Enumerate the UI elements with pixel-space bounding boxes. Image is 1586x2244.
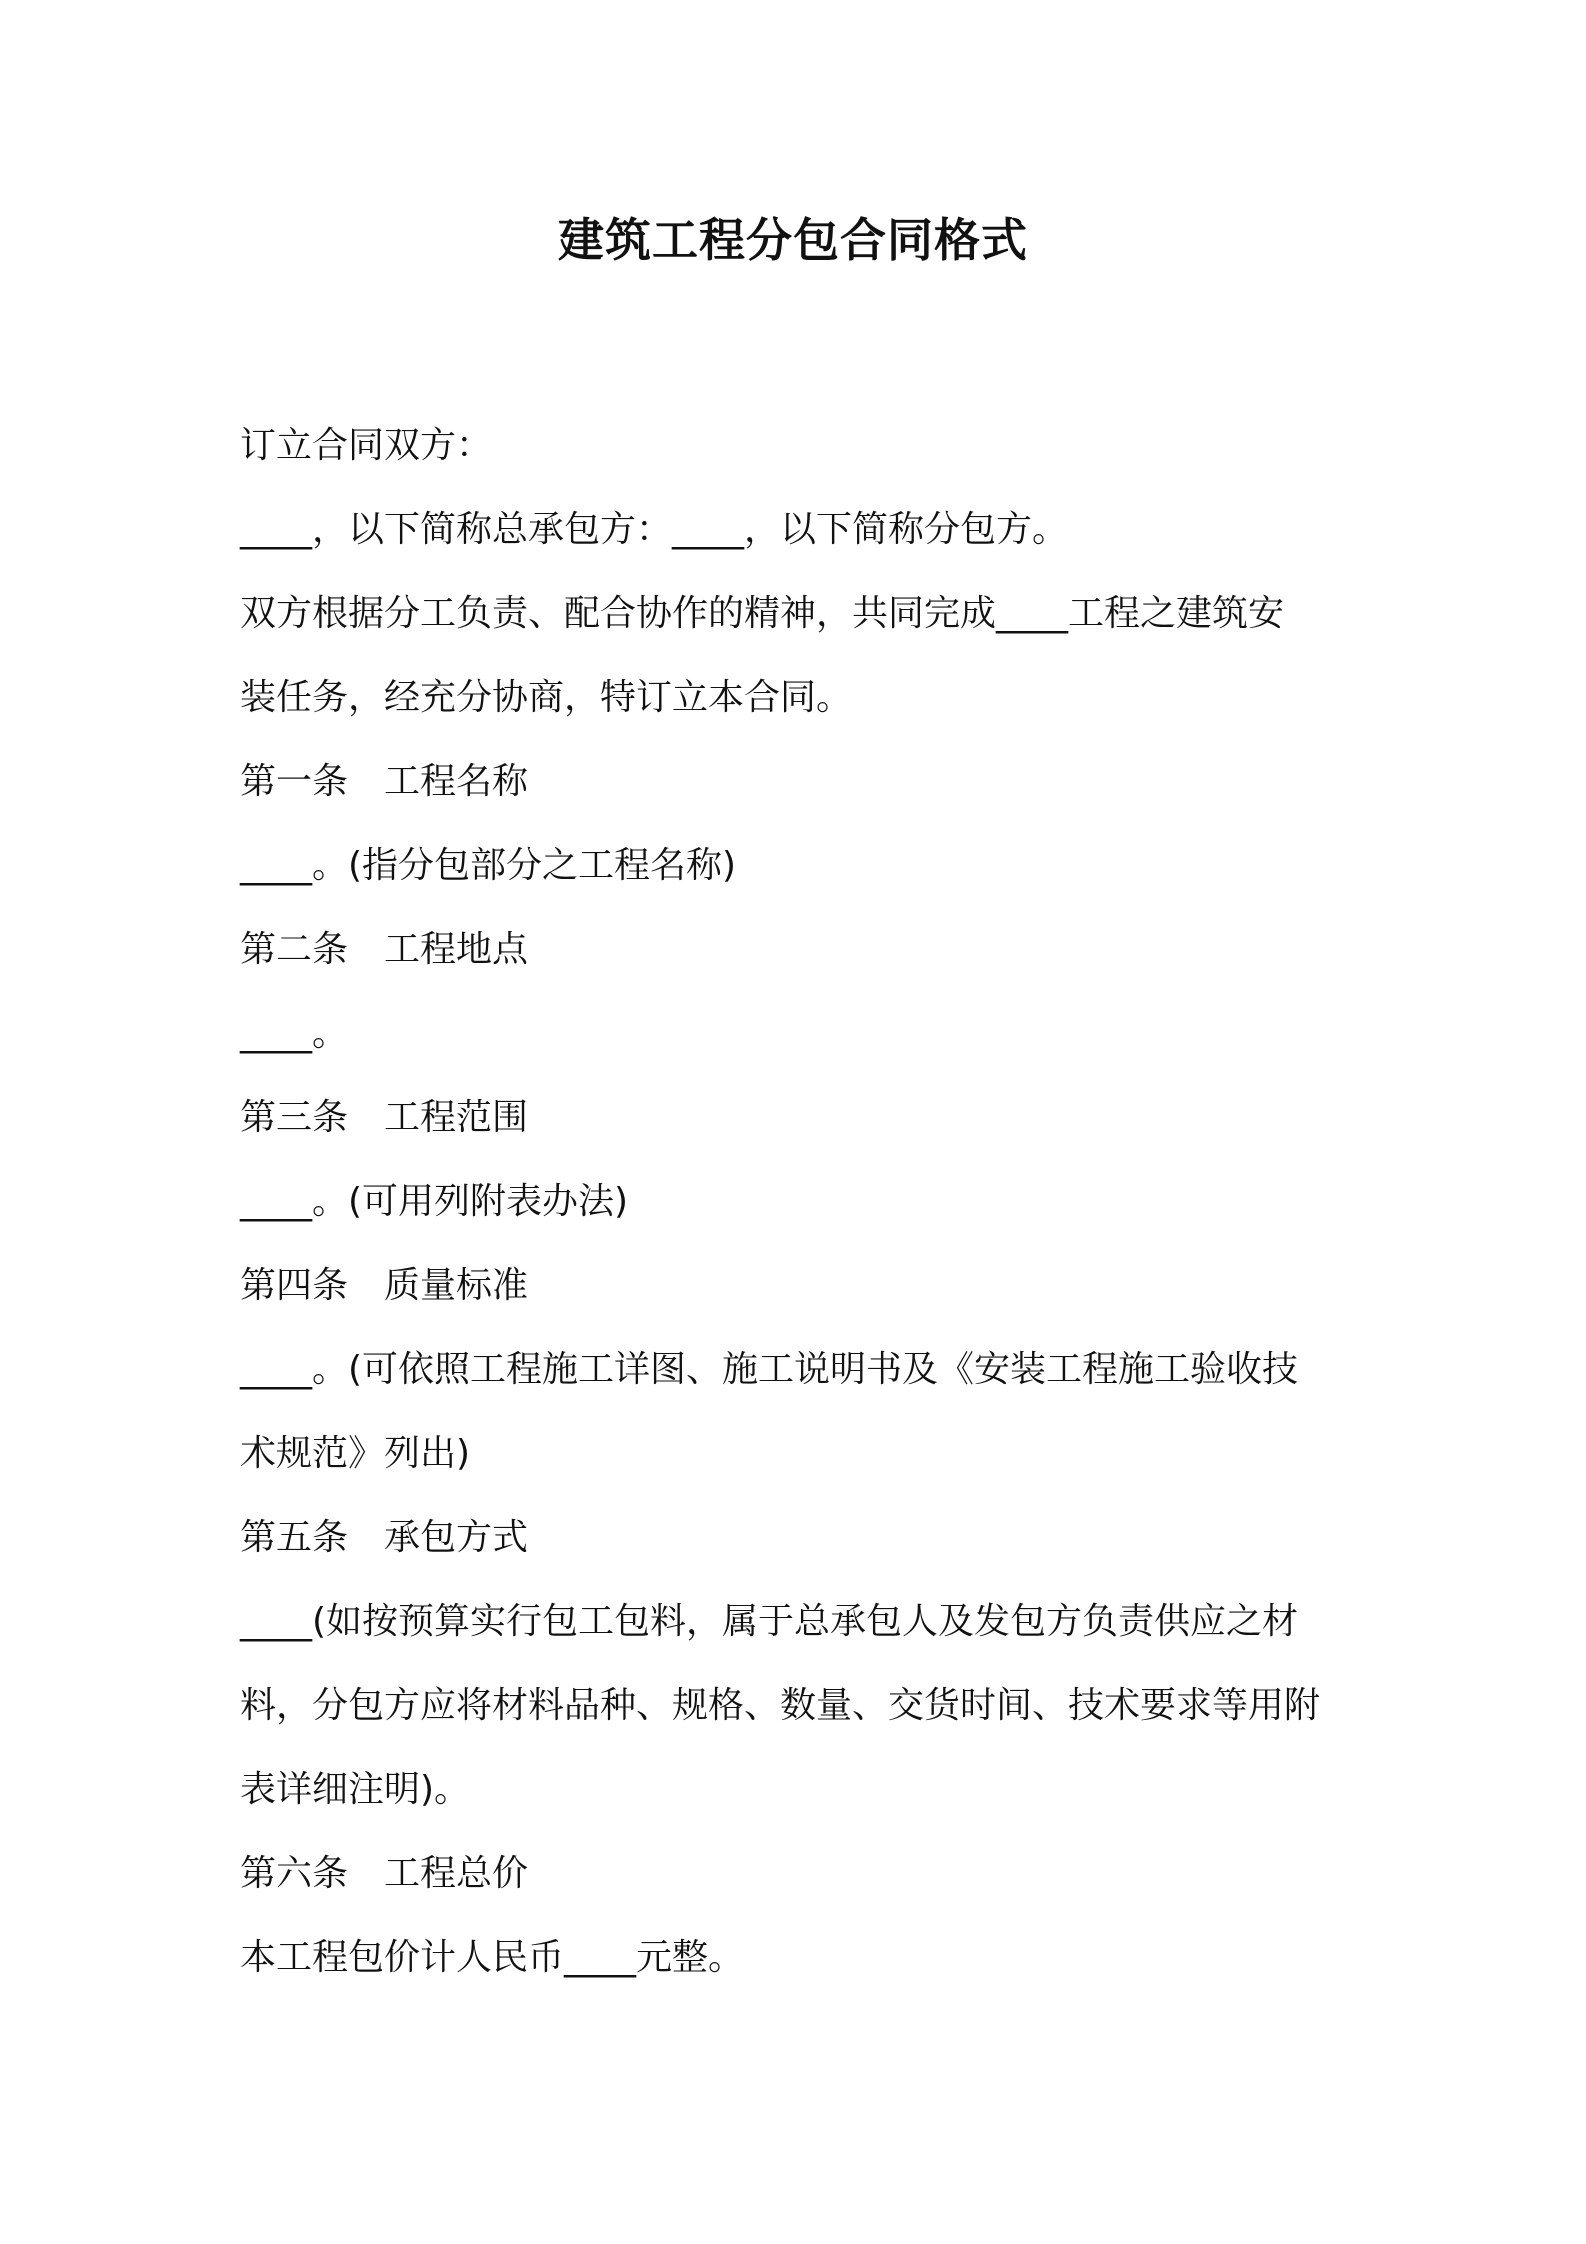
clause-1-heading: 第一条 工程名称 [240, 761, 529, 802]
clause-3-heading: 第三条 工程范围 [240, 1097, 529, 1138]
document-title: 建筑工程分包合同格式 [558, 213, 1028, 267]
clause-5-text-1: ____(如按预算实行包工包料，属于总承包人及发包方负责供应之材 [240, 1601, 1299, 1642]
clause-1-text: ____。(指分包部分之工程名称) [240, 845, 737, 886]
clause-2-text: ____。 [240, 1013, 349, 1054]
document-body [240, 404, 1360, 2000]
clause-5-heading: 第五条 承包方式 [240, 1517, 529, 1558]
preamble-line-1: 双方根据分工负责、配合协作的精神，共同完成____工程之建筑安 [240, 593, 1285, 634]
clause-2-heading: 第二条 工程地点 [240, 929, 529, 970]
parties-heading: 订立合同双方： [240, 425, 493, 466]
parties-line: ____，以下简称总承包方：____，以下简称分包方。 [240, 509, 1069, 550]
clause-5-text-2: 料，分包方应将材料品种、规格、数量、交货时间、技术要求等用附 [240, 1685, 1321, 1726]
clause-5-text-3: 表详细注明)。 [240, 1769, 471, 1810]
preamble-line-2: 装任务，经充分协商，特订立本合同。 [240, 677, 853, 718]
clause-6-text: 本工程包价计人民币____元整。 [240, 1937, 745, 1978]
clause-3-text: ____。(可用列附表办法) [240, 1181, 629, 1222]
clause-4-heading: 第四条 质量标准 [240, 1265, 529, 1306]
clause-6-heading: 第六条 工程总价 [240, 1853, 529, 1894]
clause-4-text-1: ____。(可依照工程施工详图、施工说明书及《安装工程施工验收技 [240, 1349, 1299, 1390]
clause-4-text-2: 术规范》列出) [240, 1433, 471, 1474]
